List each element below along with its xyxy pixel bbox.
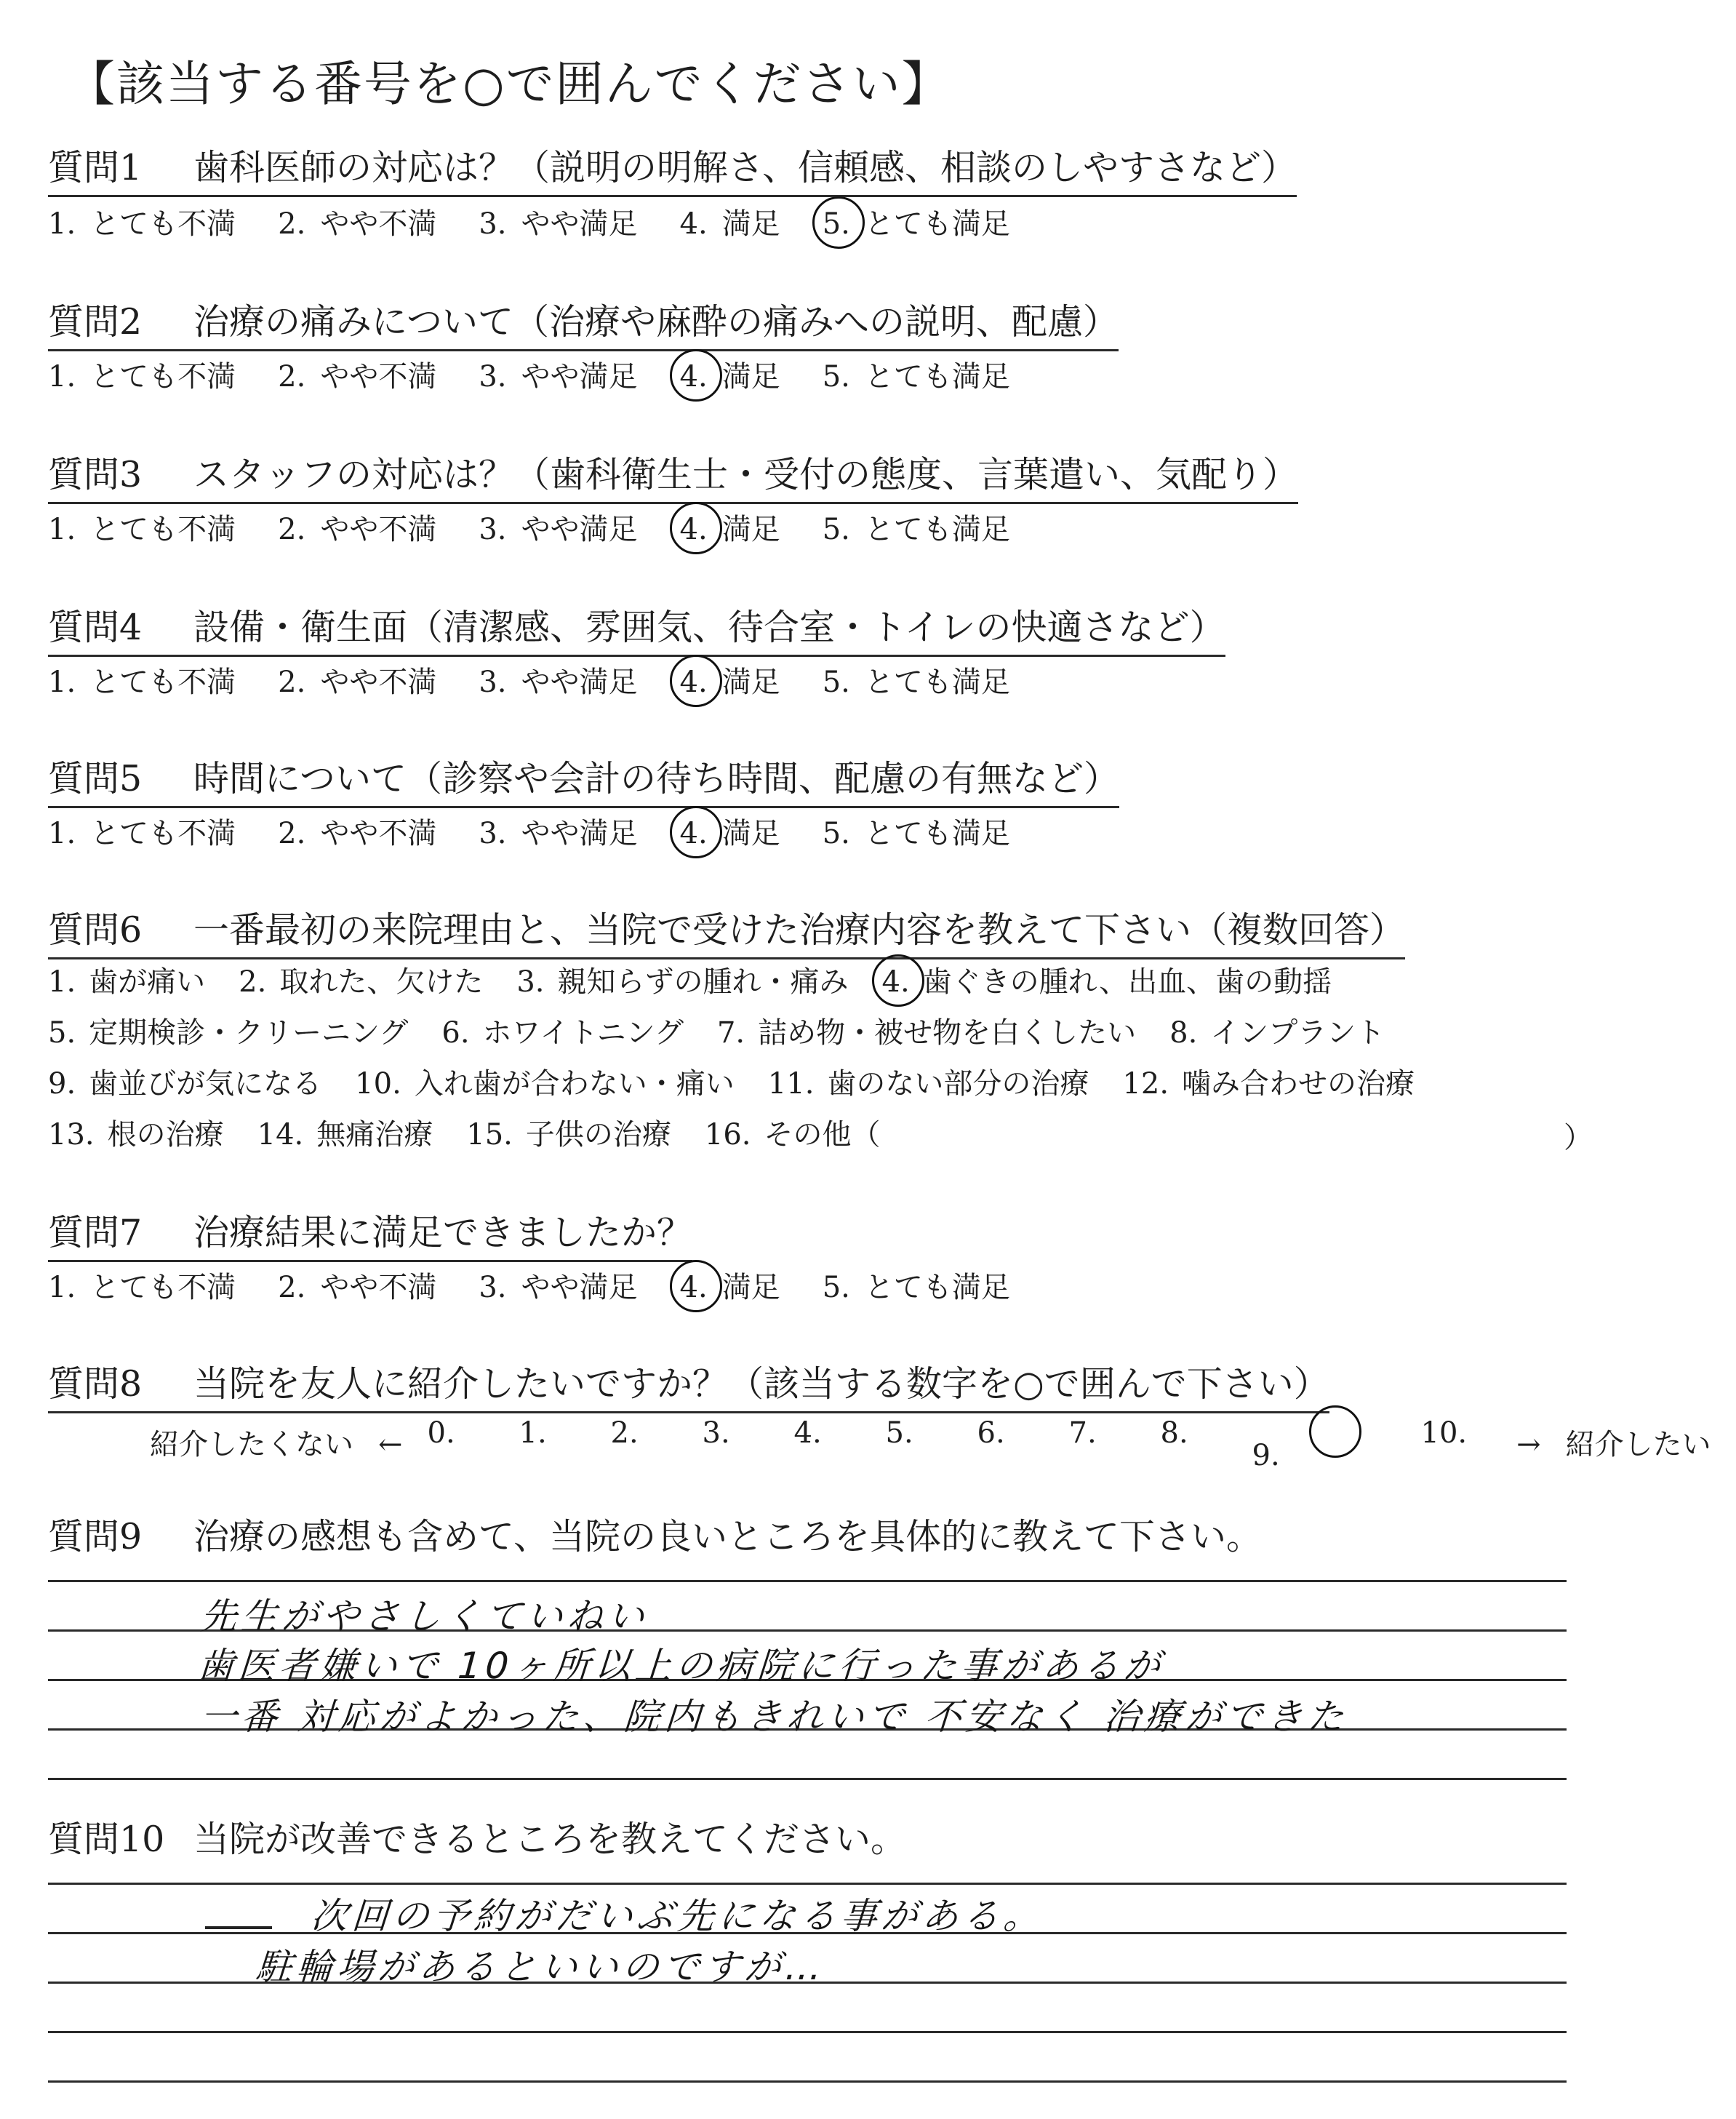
option-number: 3. [479, 360, 507, 394]
option-3[interactable] [479, 1267, 637, 1308]
option-4[interactable] [680, 204, 780, 244]
selection-circle-icon [670, 502, 722, 554]
option-label: やや満足 [521, 207, 638, 241]
question-6-close-paren: ） [1564, 1121, 1593, 1154]
option-label: 取れた、欠けた [279, 965, 484, 999]
option-2[interactable] [278, 1267, 436, 1308]
question-label: 質問5 [48, 758, 143, 799]
question-text: 一番最初の来院理由と、当院で受けた治療内容を教えて下さい（複数回答） [193, 909, 1406, 951]
question-10-heading [48, 1814, 906, 1867]
treatment-option[interactable] [882, 962, 1332, 1002]
option-number: 2. [239, 965, 267, 999]
scale-number-text: 10. [1420, 1416, 1468, 1450]
question-text: 当院を友人に紹介したいですか？（該当する数字を○で囲んで下さい） [193, 1363, 1329, 1405]
option-label: インプラント [1210, 1016, 1385, 1050]
treatment-option[interactable] [705, 1114, 881, 1155]
question-2-options [48, 356, 1052, 397]
option-1[interactable] [48, 1267, 236, 1308]
treatment-option[interactable] [466, 1114, 671, 1155]
option-number: 1. [48, 666, 76, 699]
treatment-option[interactable] [1122, 1064, 1415, 1104]
right-arrow-icon: → [1516, 1427, 1541, 1461]
treatment-option[interactable] [239, 962, 483, 1002]
option-4[interactable] [680, 813, 780, 854]
q9-handwriting-line: 歯医者嫌いで 10ヶ所以上の病院に行った事があるが [196, 1645, 1167, 1687]
question-label: 質問1 [48, 147, 143, 188]
option-number: 2. [278, 513, 306, 546]
option-2[interactable] [278, 509, 436, 550]
q9-handwriting-line: 先生がやさしくていねい [199, 1595, 650, 1637]
treatment-option[interactable] [48, 1064, 321, 1104]
option-label: とても満足 [864, 513, 1010, 546]
scale-number[interactable] [611, 1413, 678, 1476]
treatment-option[interactable] [257, 1114, 433, 1155]
q9-handwriting-line: 一番 対応がよかった、院内もきれいで 不安なく 治療ができた [199, 1696, 1350, 1738]
question-7-options [48, 1267, 1052, 1308]
option-number: 13. [48, 1118, 95, 1152]
option-label: とても満足 [864, 817, 1010, 850]
scale-number-text: 8. [1160, 1416, 1188, 1450]
option-number: 5. [822, 817, 850, 850]
question-6-heading [48, 905, 1405, 959]
scale-left-label: 紹介したくない [150, 1427, 353, 1461]
question-2-heading [48, 297, 1119, 351]
option-label: 根の治療 [107, 1118, 224, 1152]
option-number: 1. [48, 817, 76, 850]
option-number: 4. [680, 1267, 708, 1308]
option-label: やや満足 [521, 1271, 638, 1304]
option-number: 3. [479, 207, 507, 241]
treatment-option[interactable] [48, 962, 205, 1002]
option-3[interactable] [479, 204, 637, 244]
option-3[interactable] [479, 813, 637, 854]
option-label: 歯ぐきの腫れ、出血、歯の動揺 [922, 965, 1332, 999]
scale-number[interactable] [794, 1413, 861, 1476]
option-5[interactable] [823, 356, 1010, 397]
answer-line [48, 2080, 1567, 2083]
option-number: 2. [278, 360, 306, 394]
question-5-options [48, 813, 1052, 854]
treatment-option[interactable] [768, 1064, 1089, 1104]
question-text: 時間について（診察や会計の待ち時間、配慮の有無など） [193, 758, 1120, 799]
option-label: とても満足 [864, 1271, 1010, 1304]
option-number: 4. [882, 962, 910, 1002]
option-number: 5. [822, 513, 850, 546]
scale-numbers [428, 1413, 1517, 1476]
option-label: ホワイトニング [482, 1016, 684, 1050]
option-label: その他（ [764, 1118, 881, 1152]
selection-circle-icon [670, 655, 722, 707]
question-label: 質問2 [48, 301, 143, 343]
option-label: とても不満 [90, 666, 236, 699]
option-label: 満足 [721, 666, 780, 699]
scale-number-text: 4. [793, 1416, 822, 1450]
option-label: とても満足 [864, 360, 1010, 394]
option-2[interactable] [278, 813, 436, 854]
question-label: 質問10 [48, 1819, 165, 1860]
option-number: 3. [479, 666, 507, 699]
option-number: 14. [257, 1118, 304, 1152]
scale-number[interactable] [428, 1413, 495, 1476]
option-5[interactable] [823, 509, 1010, 550]
crossed-out-scribble [205, 1906, 272, 1929]
option-label: とても不満 [90, 1271, 236, 1304]
option-label: 詰め物・被せ物を白くしたい [758, 1016, 1137, 1050]
option-label: とても不満 [90, 513, 236, 546]
option-label: 歯が痛い [89, 965, 206, 999]
question-4-options [48, 662, 1052, 703]
option-number: 5. [48, 1016, 76, 1050]
scale-number[interactable] [703, 1413, 769, 1476]
option-5[interactable] [823, 204, 1010, 244]
question-6-options-row-1 [48, 962, 1365, 1002]
option-number: 4. [680, 662, 708, 703]
question-6-options-row-2 [48, 1013, 1418, 1053]
option-number: 4. [680, 813, 708, 854]
option-label: 子供の治療 [525, 1118, 671, 1152]
option-label: とても満足 [864, 666, 1010, 699]
option-5[interactable] [823, 1267, 1010, 1308]
option-label: 親知らずの腫れ・痛み [557, 965, 849, 999]
option-label: 歯並びが気になる [89, 1067, 322, 1101]
treatment-option[interactable] [516, 962, 848, 1002]
scale-number-text: 0. [427, 1416, 455, 1450]
question-3-heading [48, 450, 1298, 504]
option-1[interactable] [48, 356, 236, 397]
option-4[interactable] [680, 509, 780, 550]
treatment-option[interactable] [48, 1013, 408, 1053]
option-3[interactable] [479, 356, 637, 397]
answer-line [48, 1883, 1567, 1885]
treatment-option[interactable] [355, 1064, 735, 1104]
option-2[interactable] [278, 204, 436, 244]
selection-circle-icon [872, 954, 924, 1007]
option-5[interactable] [823, 662, 1010, 703]
option-3[interactable] [479, 509, 637, 550]
question-4-heading [48, 602, 1225, 657]
scale-number-text: 1. [519, 1416, 547, 1450]
scale-number-text: 9. [1252, 1439, 1280, 1472]
option-label: 満足 [721, 360, 780, 394]
question-label: 質問3 [48, 454, 143, 495]
answer-line [48, 1778, 1567, 1780]
question-7-heading [48, 1208, 692, 1262]
option-2[interactable] [278, 662, 436, 703]
option-label: やや満足 [521, 360, 638, 394]
option-label: やや満足 [521, 666, 638, 699]
selection-circle-icon [1309, 1405, 1361, 1458]
question-1-heading [48, 143, 1297, 197]
question-text: 当院が改善できるところを教えてください。 [193, 1819, 907, 1860]
option-number: 1. [48, 207, 76, 241]
option-number: 3. [479, 817, 507, 850]
question-text: 設備・衛生面（清潔感、雰囲気、待合室・トイレの快適さなど） [193, 607, 1225, 648]
left-arrow-icon: ← [378, 1427, 403, 1461]
answer-line [48, 2031, 1567, 2033]
option-number: 11. [767, 1067, 815, 1101]
question-text: 歯科医師の対応は？（説明の明解さ、信頼感、相談のしやすさなど） [193, 147, 1297, 188]
question-text: 治療結果に満足できましたか？ [193, 1212, 693, 1253]
selection-circle-icon [670, 806, 722, 858]
option-number: 7. [716, 1016, 745, 1050]
question-9-heading [48, 1512, 1262, 1564]
option-number: 4. [679, 207, 708, 241]
option-number: 2. [278, 207, 306, 241]
selection-circle-icon [670, 349, 722, 402]
option-label: やや不満 [320, 1271, 437, 1304]
option-number: 3. [479, 513, 507, 546]
question-label: 質問8 [48, 1363, 143, 1405]
treatment-option[interactable] [717, 1013, 1136, 1053]
scale-number-text: 6. [977, 1416, 1005, 1450]
treatment-option[interactable] [48, 1114, 224, 1155]
option-1[interactable] [48, 509, 236, 550]
q10-handwriting-line: 次回の予約がだいぶ先になる事がある。 [309, 1895, 1046, 1937]
option-number: 5. [822, 666, 850, 699]
option-number: 12. [1122, 1067, 1169, 1101]
scale-number-text: 2. [610, 1416, 639, 1450]
option-1[interactable] [48, 204, 236, 244]
option-number: 3. [479, 1271, 507, 1304]
option-number: 5. [822, 360, 850, 394]
option-number: 4. [680, 509, 708, 550]
scale-number-text: 7. [1068, 1416, 1097, 1450]
question-text: 治療の痛みについて（治療や麻酔の痛みへの説明、配慮） [193, 301, 1119, 343]
option-label: 入れ歯が合わない・痛い [414, 1067, 735, 1101]
option-label: 歯のない部分の治療 [827, 1067, 1089, 1101]
question-label: 質問6 [48, 909, 143, 951]
option-number: 1. [48, 513, 76, 546]
question-label: 質問7 [48, 1212, 143, 1253]
option-2[interactable] [278, 356, 436, 397]
option-4[interactable] [680, 662, 780, 703]
question-text: 治療の感想も含めて、当院の良いところを具体的に教えて下さい。 [193, 1516, 1263, 1557]
option-1[interactable] [48, 813, 236, 854]
option-number: 10. [355, 1067, 401, 1101]
scale-number[interactable] [1421, 1413, 1492, 1476]
option-label: やや不満 [320, 360, 437, 394]
question-5-heading [48, 754, 1119, 808]
scale-number[interactable] [977, 1413, 1044, 1476]
scale-number[interactable] [886, 1413, 953, 1476]
option-label: とても満足 [864, 207, 1010, 241]
option-label: 定期検診・クリーニング [89, 1016, 409, 1050]
option-number: 2. [278, 1271, 306, 1304]
option-number: 16. [704, 1118, 751, 1152]
question-text: スタッフの対応は？（歯科衛生士・受付の態度、言葉遣い、気配り） [193, 454, 1299, 495]
option-label: やや不満 [320, 817, 437, 850]
scale-right-label: 紹介したい [1565, 1427, 1711, 1461]
option-label: 噛み合わせの治療 [1182, 1067, 1415, 1101]
option-4[interactable] [680, 1267, 780, 1308]
question-8-scale [150, 1413, 1736, 1476]
scale-number[interactable] [1252, 1413, 1396, 1476]
selection-circle-icon [670, 1260, 722, 1312]
option-5[interactable] [823, 813, 1010, 854]
option-number: 9. [48, 1067, 76, 1101]
option-label: とても不満 [90, 817, 236, 850]
question-8-heading [48, 1359, 1329, 1413]
option-label: 無痛治療 [316, 1118, 433, 1152]
question-1-options [48, 204, 1052, 244]
option-label: 満足 [721, 513, 780, 546]
option-3[interactable] [479, 662, 637, 703]
q10-handwriting-line: 駐輪場があるといいのですが… [254, 1946, 828, 1988]
scale-number-text: 5. [885, 1416, 913, 1450]
scale-number[interactable] [1161, 1413, 1228, 1476]
option-4[interactable] [680, 356, 780, 397]
question-label: 質問4 [48, 607, 143, 648]
scale-number[interactable] [519, 1413, 586, 1476]
option-number: 2. [278, 666, 306, 699]
question-6-options-row-3 [48, 1064, 1448, 1104]
option-number: 8. [1169, 1016, 1198, 1050]
option-label: 満足 [721, 1271, 780, 1304]
option-label: やや満足 [521, 817, 638, 850]
scale-number[interactable] [1069, 1413, 1136, 1476]
option-number: 6. [441, 1016, 470, 1050]
option-label: とても不満 [90, 207, 236, 241]
scale-number-text: 3. [702, 1416, 730, 1450]
option-number: 4. [680, 356, 708, 397]
question-6-options-row-4 [48, 1114, 914, 1155]
option-number: 3. [516, 965, 545, 999]
question-label: 質問9 [48, 1516, 143, 1557]
option-number: 2. [278, 817, 306, 850]
option-number: 1. [48, 360, 76, 394]
option-label: やや不満 [320, 513, 437, 546]
option-1[interactable] [48, 662, 236, 703]
selection-circle-icon [812, 196, 865, 249]
option-label: やや不満 [320, 666, 437, 699]
option-number: 5. [822, 1271, 850, 1304]
option-label: やや不満 [320, 207, 437, 241]
option-number: 5. [823, 204, 850, 244]
treatment-option[interactable] [1169, 1013, 1385, 1053]
answer-line [48, 1580, 1567, 1582]
option-label: やや満足 [521, 513, 638, 546]
option-number: 1. [48, 965, 76, 999]
page-title: 【該当する番号を○で囲んでください】 [67, 56, 951, 112]
option-label: 満足 [721, 817, 780, 850]
option-number: 1. [48, 1271, 76, 1304]
question-3-options [48, 509, 1052, 550]
option-number: 15. [466, 1118, 513, 1152]
option-label: とても不満 [90, 360, 236, 394]
option-label: 満足 [721, 207, 780, 241]
treatment-option[interactable] [441, 1013, 684, 1053]
